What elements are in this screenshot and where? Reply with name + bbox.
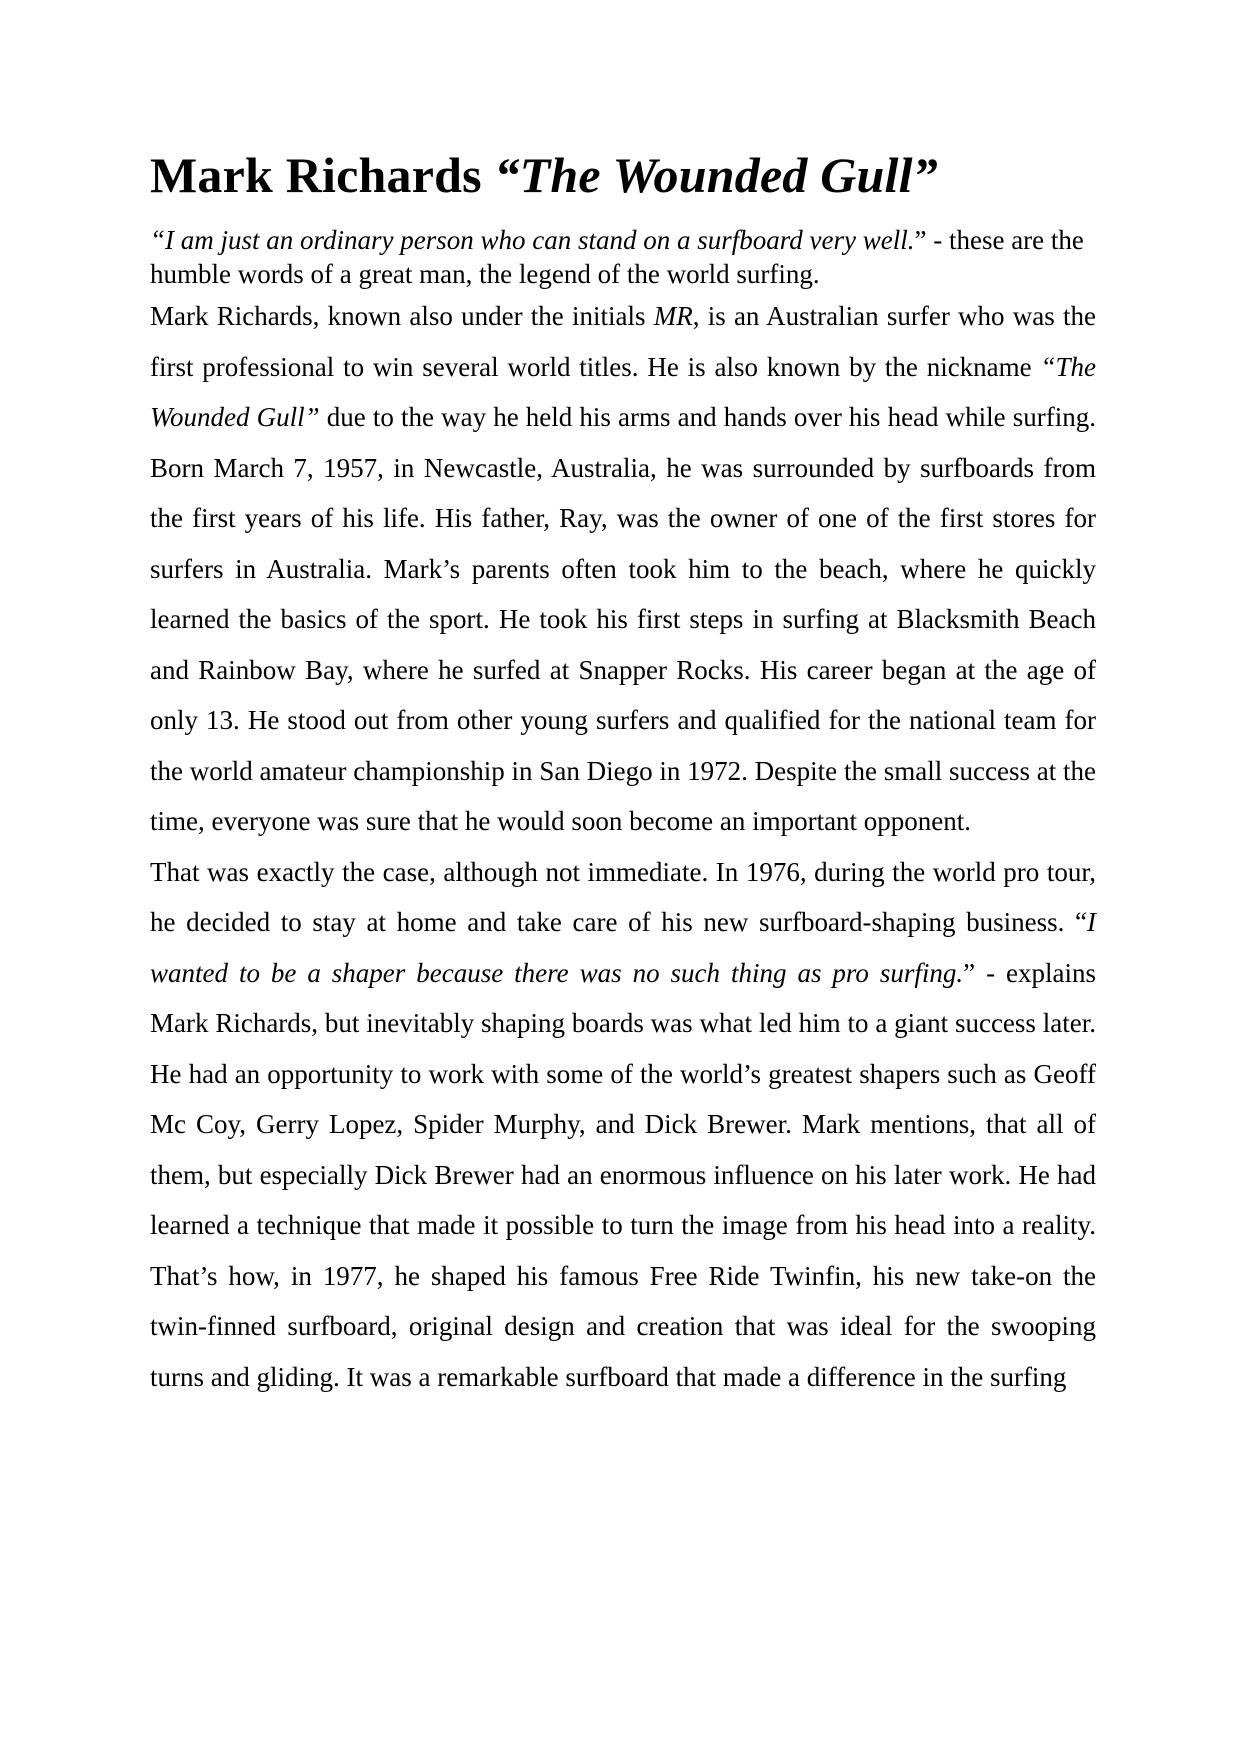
title-name: Mark Richards [150, 147, 495, 203]
title-nickname: “The Wounded Gull” [494, 147, 938, 203]
para2-text-2: ” - explains Mark Richards, but inevitably shaping boards was what led him to a giant success later. He had an opportunity to work with some of the world’s greatest shapers such as Geoff Mc Coy, Gerry Lopez, Spider Murphy, and Dick Brewer. Mark mentions, that all of them, but especially Dick Brewer had an enormous influence on his later work. He had learned a technique that made it possible to turn the image from his head into a reality. That’s how, in 1977, he shaped his famous Free Ride Twinfin, his new take-on the twin-finned surfboard, original design and creation that was ideal for the swooping turns and gliding. It was a remarkable surfboard that made a difference in the surfing [150, 957, 1097, 1392]
body-paragraph-2 [150, 847, 1096, 1403]
para1-text-1: Mark Richards, known also under the initials [150, 301, 654, 331]
body-paragraph-1 [150, 291, 1123, 847]
para2-text-1: That was exactly the case, although not immediate. In 1976, during the world pro tour, he decided to stay at home and take care of his new surfboard-shaping business. “ [150, 856, 1096, 937]
lead-paragraph [150, 223, 1096, 291]
lead-text: ” - these are the humble words of a great man, the legend of the world surfing. [150, 225, 1084, 289]
para2-quote: I wanted to be a shaper because there was no such thing as pro surfing. [150, 907, 1096, 988]
para1-initials: MR [653, 301, 693, 331]
page-title [150, 145, 1096, 205]
para1-text-2: , is an Australian surfer who was the first professional to win several world titles. He is also known by the nickname [150, 301, 1096, 382]
para1-nickname: “The Wounded Gull” [150, 351, 1096, 432]
para1-text-3: due to the way he held his arms and hands over his head while surfing. Born March 7, 1957, in Newcastle, Australia, he was surrounded by surfboards from the first years of his life. His father, Ray, was the owner of one of the first stores for surfers in Australia. Mark’s parents often took him to the beach, where he quickly learned the basics of the sport. He took his first steps in surfing at Blacksmith Beach and Rainbow Bay, where he surfed at Snapper Rocks. His career began at the age of only 13. He stood out from other young surfers and qualified for the national team for the world amateur championship in San Diego in 1972. Despite the small success at the time, everyone was sure that he would soon become an important opponent. [150, 402, 1123, 836]
lead-quote: “I am just an ordinary person who can stand on a surfboard very well. [150, 225, 915, 255]
document-page [150, 145, 1123, 1402]
